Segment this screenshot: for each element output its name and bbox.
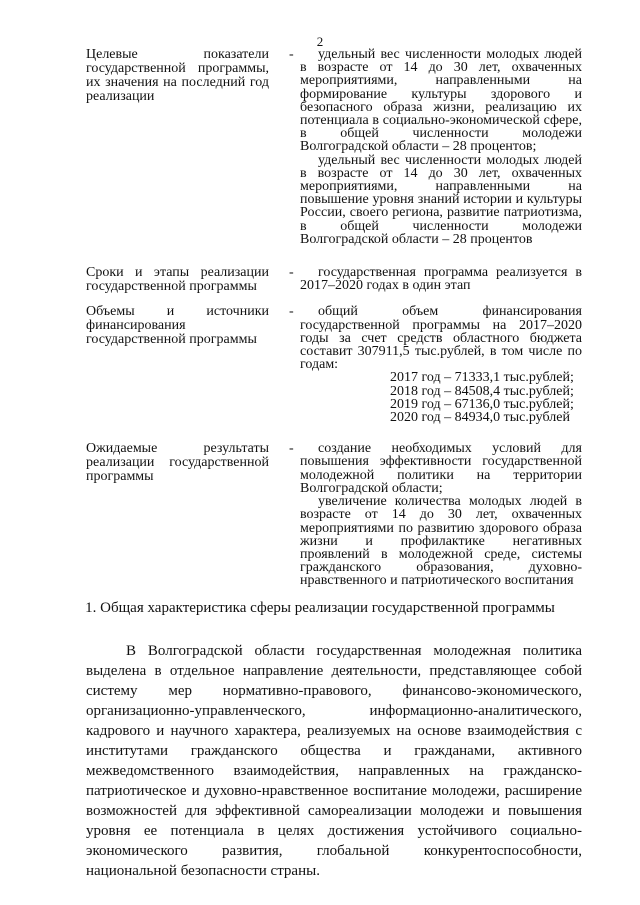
row-label-terms: Сроки и этапы реализации государственной программы	[86, 265, 269, 295]
passport-row-targets	[86, 48, 582, 246]
row-dash: -	[289, 47, 294, 62]
row-value-funding	[300, 305, 582, 424]
target-item: удельный вес численности молодых людей в возрасте от 14 до 30 лет, охваченных мероприятиями, направленными на формирование культуры здорового и безопасного образа жизни, реализацию их потенциала в социально-экономической сфере, в общей численности молодежи Волгоградской области – 28 процентов;	[300, 47, 582, 155]
result-item: увеличение количества молодых людей в возрасте от 14 до 30 лет, охваченных мероприятиями по развитию здорового образа жизни и профилактике негативных проявлений в молодежной среде, системы гражданского образования, духовно-нравственного и патриотического воспитания	[300, 494, 582, 589]
funding-year-line: 2018 год – 84508,4 тыс.рублей;	[390, 383, 574, 399]
result-item: создание необходимых условий для повышения эффективности государственной молодежной политики на территории Волгоградской области;	[300, 441, 582, 496]
row-dash: -	[289, 304, 294, 320]
funding-year-line: 2020 год – 84934,0 тыс.рублей	[390, 410, 570, 426]
row-value-targets	[300, 48, 582, 246]
funding-year-line: 2019 год – 67136,0 тыс.рублей;	[390, 396, 574, 412]
row-value-terms	[300, 266, 582, 292]
terms-value: государственная программа реализуется в 2017–2020 годах в один этап	[300, 265, 582, 294]
row-label-targets: Целевые показатели государственной программы, их значения на последний год реализации	[86, 47, 269, 104]
funding-year-line: 2017 год – 71333,1 тыс.рублей;	[390, 370, 574, 386]
passport-row-funding	[86, 305, 582, 424]
row-label-results: Ожидаемые результаты реализации государственной программы	[86, 441, 269, 485]
row-label-funding: Объемы и источники финансирования государственной программы	[86, 304, 269, 348]
row-value-results	[300, 442, 582, 587]
passport-row-results	[86, 442, 582, 587]
target-item: удельный вес численности молодых людей в возрасте от 14 до 30 лет, охваченных мероприятиями, направленными на повышение уровня знаний истории и культуры России, своего региона, развитие патриотизма, в общей численности молодежи Волгоградской области – 28 процентов	[300, 152, 582, 247]
section-paragraph: В Волгоградской области государственная молодежная политика выделена в отдельное направление деятельности, представляющее собой систему мер нормативно-правового, финансово-экономического, организационно-управленческого, информационно-аналитического, кадрового и научного характера, реализуемых на основе взаимодействия с институтами гражданского общества и гражданами, активного межведомственного взаимодействия, направленных на гражданско-патриотическое и духовно-нравственное воспитание молодежи, расширение возможностей для эффективной самореализации молодежи и повышения уровня ее потенциала в целях достижения устойчивого социально-экономического развития, глобальной конкурентоспособности, национальной безопасности страны.	[86, 643, 582, 879]
program-passport-table	[86, 48, 582, 588]
passport-row-terms	[86, 265, 582, 295]
page-number: 2	[316, 34, 324, 49]
funding-intro: общий объем финансирования государственной программы на 2017–2020 годы за счет средств областного бюджета составит 307911,5 тыс.рублей, в том числе по годам:	[300, 304, 582, 373]
section-title: 1. Общая характеристика сферы реализации государственной программы	[85, 600, 555, 616]
row-dash: -	[289, 265, 294, 281]
row-dash: -	[289, 441, 294, 457]
